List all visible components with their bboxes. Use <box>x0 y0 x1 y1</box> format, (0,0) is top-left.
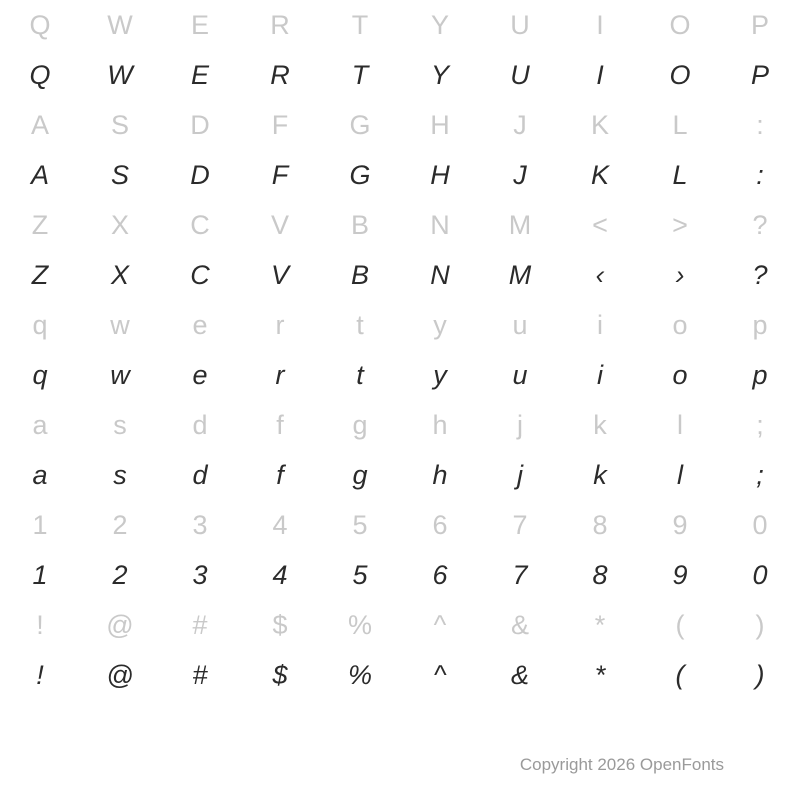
glyph-cell: U <box>510 59 530 90</box>
glyph-cell: P <box>750 59 769 90</box>
glyph-cell: h <box>432 409 448 440</box>
glyph-cell: 7 <box>512 509 528 540</box>
glyph-cell: Q <box>29 9 51 40</box>
glyph-cell: u <box>512 359 528 390</box>
glyph-cell: ‹ <box>595 259 605 290</box>
glyph-cell: ; <box>756 459 764 490</box>
glyph-cell: 9 <box>672 509 688 540</box>
glyph-cell: S <box>110 159 129 190</box>
glyph-cell: $ <box>272 659 288 690</box>
glyph-row-reference <box>0 300 800 350</box>
glyph-cell: < <box>592 209 608 240</box>
glyph-cell: u <box>512 309 528 340</box>
glyph-cell: N <box>430 259 450 290</box>
glyph-cell: e <box>192 309 208 340</box>
glyph-cell: 1 <box>32 559 48 590</box>
glyph-cell: i <box>597 309 603 340</box>
glyph-cell: d <box>192 459 208 490</box>
glyph-cell: o <box>672 359 688 390</box>
glyph-cell: E <box>190 9 209 40</box>
glyph-cell: @ <box>106 659 134 690</box>
glyph-row-reference <box>0 500 800 550</box>
glyph-cell: 4 <box>272 559 288 590</box>
glyph-cell: J <box>513 159 527 190</box>
glyph-cell: V <box>270 259 289 290</box>
glyph-cell: Z <box>31 259 49 290</box>
glyph-cell: k <box>593 459 607 490</box>
glyph-cell: A <box>30 109 49 140</box>
glyph-cell: R <box>270 9 290 40</box>
glyph-cell: * <box>594 609 606 640</box>
glyph-cell: p <box>752 309 768 340</box>
glyph-cell: B <box>350 259 369 290</box>
glyph-cell: f <box>276 459 284 490</box>
glyph-cell: U <box>510 9 530 40</box>
glyph-cell: e <box>192 359 208 390</box>
glyph-cell: s <box>113 459 127 490</box>
glyph-cell: K <box>590 159 609 190</box>
glyph-cell: p <box>752 359 768 390</box>
glyph-cell: a <box>32 459 48 490</box>
glyph-cell: G <box>349 159 371 190</box>
glyph-cell: l <box>677 459 683 490</box>
glyph-cell: 1 <box>32 509 48 540</box>
glyph-cell: # <box>192 659 208 690</box>
glyph-row-sample <box>0 150 800 200</box>
glyph-cell: r <box>275 309 285 340</box>
glyph-row-reference <box>0 100 800 150</box>
glyph-cell: K <box>590 109 609 140</box>
glyph-cell: F <box>271 159 289 190</box>
glyph-cell: ^ <box>433 609 447 640</box>
glyph-cell: N <box>430 209 450 240</box>
glyph-cell: w <box>110 309 130 340</box>
glyph-cell: o <box>672 309 688 340</box>
glyph-cell: 5 <box>352 509 368 540</box>
glyph-cell: k <box>593 409 607 440</box>
glyph-cell: ! <box>36 609 44 640</box>
glyph-cell: B <box>350 209 369 240</box>
glyph-row-sample <box>0 250 800 300</box>
glyph-cell: ^ <box>433 659 447 690</box>
glyph-cell: I <box>596 9 604 40</box>
glyph-cell: Z <box>31 209 49 240</box>
glyph-cell: 3 <box>192 509 208 540</box>
glyph-cell: : <box>756 159 764 190</box>
glyph-cell: ) <box>755 609 765 640</box>
glyph-cell: $ <box>272 609 288 640</box>
glyph-cell: H <box>430 159 450 190</box>
glyph-cell: g <box>352 409 368 440</box>
glyph-cell: * <box>594 659 606 690</box>
glyph-cell: j <box>517 409 523 440</box>
glyph-cell: T <box>351 9 369 40</box>
glyph-cell: T <box>351 59 369 90</box>
glyph-cell: & <box>510 609 529 640</box>
footer <box>0 745 800 785</box>
glyph-cell: D <box>190 109 210 140</box>
glyph-cell: P <box>750 9 769 40</box>
glyph-cell: j <box>517 459 523 490</box>
glyph-cell: G <box>349 109 371 140</box>
glyph-cell: 7 <box>512 559 528 590</box>
glyph-cell: ) <box>755 659 765 690</box>
glyph-row-reference <box>0 600 800 650</box>
glyph-cell: # <box>192 609 208 640</box>
glyph-cell: W <box>107 9 133 40</box>
glyph-cell: V <box>270 209 289 240</box>
glyph-cell: 3 <box>192 559 208 590</box>
glyph-row-reference <box>0 0 800 50</box>
glyph-cell: X <box>110 209 129 240</box>
glyph-row-sample <box>0 550 800 600</box>
glyph-cell: % <box>347 659 372 690</box>
glyph-cell: W <box>107 59 133 90</box>
glyph-cell: ; <box>756 409 764 440</box>
glyph-cell: r <box>275 359 285 390</box>
glyph-cell: l <box>677 409 683 440</box>
glyph-row-sample <box>0 50 800 100</box>
glyph-cell: L <box>672 159 688 190</box>
glyph-cell: 6 <box>432 559 448 590</box>
copyright-notice: Copyright 2026 OpenFonts <box>519 755 724 774</box>
glyph-row-reference <box>0 200 800 250</box>
glyph-cell: > <box>672 209 688 240</box>
glyph-cell: ( <box>675 659 685 690</box>
glyph-cell: h <box>432 459 448 490</box>
glyph-cell: % <box>347 609 372 640</box>
glyph-cell: y <box>433 309 447 340</box>
glyph-cell: D <box>190 159 210 190</box>
glyph-cell: 8 <box>592 559 608 590</box>
glyph-cell: ? <box>752 209 768 240</box>
glyph-cell: J <box>513 109 527 140</box>
glyph-cell: M <box>508 259 532 290</box>
glyph-cell: : <box>756 109 764 140</box>
glyph-row-sample <box>0 650 800 700</box>
glyph-cell: 9 <box>672 559 688 590</box>
glyph-cell: M <box>508 209 532 240</box>
glyph-cell: d <box>192 409 208 440</box>
glyph-cell: F <box>271 109 289 140</box>
glyph-cell: 8 <box>592 509 608 540</box>
glyph-cell: @ <box>106 609 134 640</box>
glyph-cell: O <box>669 59 691 90</box>
glyph-cell: 5 <box>352 559 368 590</box>
glyph-cell: R <box>270 59 290 90</box>
glyph-cell: a <box>32 409 48 440</box>
glyph-cell: 6 <box>432 509 448 540</box>
glyph-cell: H <box>430 109 450 140</box>
glyph-cell: t <box>356 309 364 340</box>
glyph-cell: C <box>190 259 210 290</box>
glyph-cell: y <box>433 359 447 390</box>
glyph-cell: › <box>675 259 685 290</box>
glyph-cell: i <box>597 359 603 390</box>
glyph-cell: C <box>190 209 210 240</box>
glyph-cell: Y <box>430 9 449 40</box>
glyph-cell: Y <box>430 59 449 90</box>
glyph-cell: f <box>276 409 284 440</box>
glyph-cell: ! <box>36 659 44 690</box>
glyph-cell: q <box>32 309 48 340</box>
glyph-cell: I <box>596 59 604 90</box>
glyph-row-sample <box>0 350 800 400</box>
glyph-cell: A <box>30 159 49 190</box>
glyph-cell: 2 <box>112 559 128 590</box>
glyph-row-reference <box>0 400 800 450</box>
glyph-cell: t <box>356 359 364 390</box>
glyph-cell: w <box>110 359 130 390</box>
glyph-cell: s <box>113 409 127 440</box>
glyph-cell: X <box>110 259 129 290</box>
glyph-cell: O <box>669 9 691 40</box>
glyph-cell: & <box>510 659 529 690</box>
glyph-cell: L <box>672 109 688 140</box>
glyph-cell: g <box>352 459 368 490</box>
glyph-cell: Q <box>29 59 51 90</box>
glyph-cell: q <box>32 359 48 390</box>
glyph-cell: S <box>110 109 129 140</box>
glyph-cell: E <box>190 59 209 90</box>
glyph-cell: 0 <box>752 509 768 540</box>
glyph-row-sample <box>0 450 800 500</box>
glyph-cell: 0 <box>752 559 768 590</box>
glyph-cell: ( <box>675 609 685 640</box>
glyph-cell: 4 <box>272 509 288 540</box>
glyph-cell: 2 <box>112 509 128 540</box>
glyph-cell: ? <box>752 259 768 290</box>
